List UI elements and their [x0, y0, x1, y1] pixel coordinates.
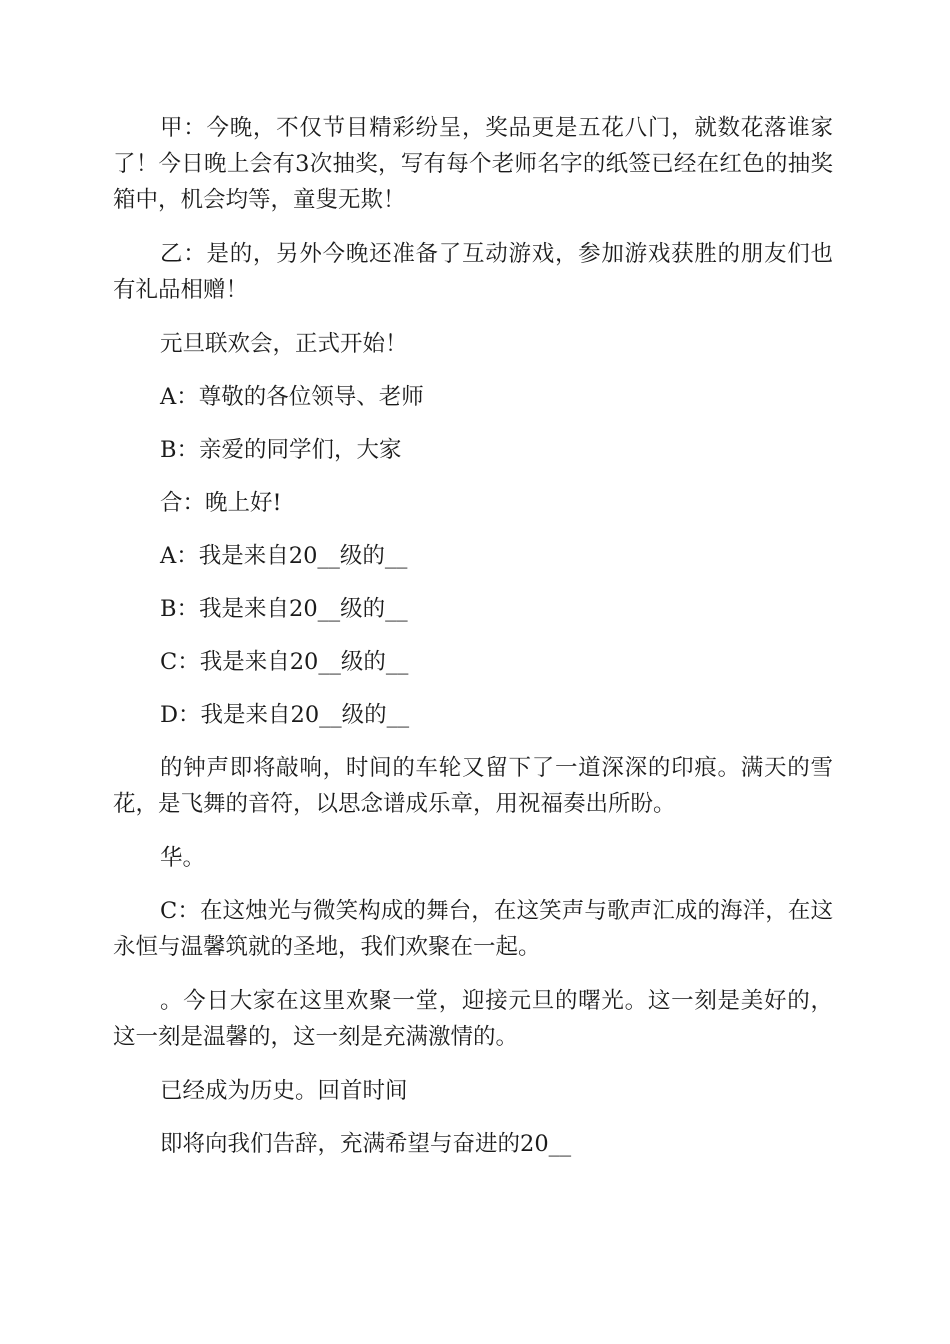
paragraph-b-intro: B：我是来自20__级的__: [160, 596, 408, 622]
paragraph-opening: 元旦联欢会，正式开始！: [160, 331, 408, 357]
paragraph-d-intro: D：我是来自20__级的__: [160, 702, 410, 728]
paragraph-hua: 华。: [160, 845, 206, 871]
paragraph-jia-prizes: 甲：今晚，不仅节目精彩纷呈，奖品更是五花八门，就数花落谁家了！今日晚上会有3次抽奖，写有每个老师名字的纸签已经在红色的抽奖箱中，机会均等，童叟无欺！: [113, 115, 833, 213]
paragraph-farewell: 即将向我们告辞，充满希望与奋进的20__: [160, 1131, 572, 1157]
paragraph-yi-games: 乙：是的，另外今晚还准备了互动游戏，参加游戏获胜的朋友们也有礼品相赠！: [113, 241, 833, 303]
paragraph-a-intro: A：我是来自20__级的__: [160, 543, 408, 569]
paragraph-c-intro: C：我是来自20__级的__: [160, 649, 409, 675]
paragraph-c-stage: C：在这烛光与微笑构成的舞台，在这笑声与歌声汇成的海洋，在这永恒与温馨筑就的圣地，我们欢聚在一起。: [113, 898, 833, 960]
paragraph-bell: 的钟声即将敲响，时间的车轮又留下了一道深深的印痕。满天的雪花，是飞舞的音符，以思念谱成乐章，用祝福奏出所盼。: [113, 755, 833, 817]
paragraph-history: 已经成为历史。回首时间: [160, 1078, 408, 1104]
paragraph-a-greeting: A：尊敬的各位领导、老师: [160, 384, 424, 410]
paragraph-b-greeting: B：亲爱的同学们，大家: [160, 437, 402, 463]
paragraph-together-greeting: 合：晚上好!: [160, 490, 282, 516]
document-page: [113, 110, 833, 1179]
paragraph-gathering: 。今日大家在这里欢聚一堂，迎接元旦的曙光。这一刻是美好的，这一刻是温馨的，这一刻是充满激情的。: [113, 988, 833, 1050]
